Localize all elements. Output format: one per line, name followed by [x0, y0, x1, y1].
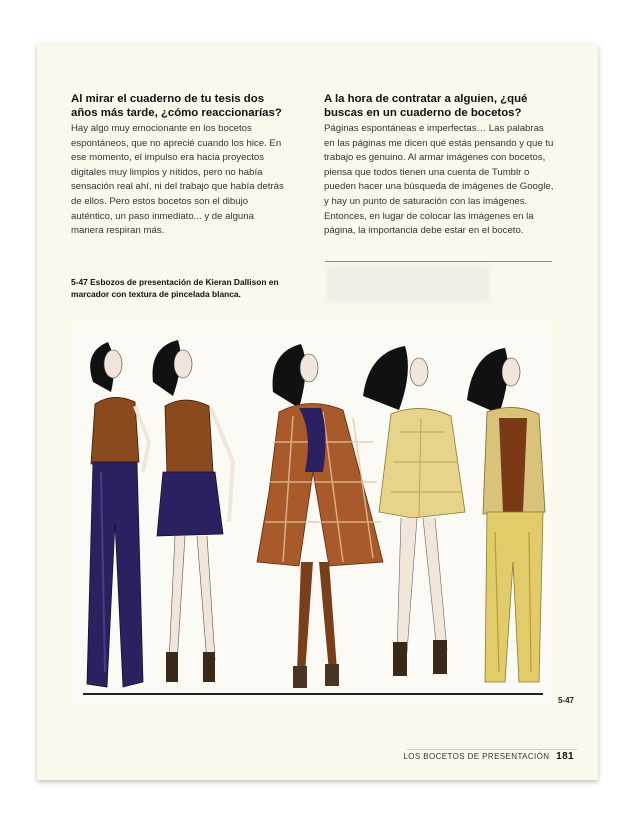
right-column	[324, 92, 554, 239]
sketch-figure-5	[467, 348, 545, 682]
sketch-figure-4	[363, 346, 465, 676]
left-column	[71, 92, 287, 239]
sketch-figure-2	[153, 340, 233, 682]
divider-rule	[325, 261, 552, 262]
left-heading: Al mirar el cuaderno de tu tesis dos años más tarde, ¿cómo reaccionarías?	[71, 93, 282, 119]
fashion-sketch-illustration	[73, 322, 551, 704]
book-page	[37, 44, 598, 780]
page-footer	[403, 751, 574, 762]
sketch-figure-1	[87, 342, 149, 687]
footer-rule	[407, 749, 577, 750]
right-body-text: Páginas espontáneas e imperfectas… Las palabras en las páginas me dicen qué estás pensando y que tu trabajo es genuino. Al armar imágenes con bocetos, piensa que todos tienen una cuenta de Tumblr o pueden hacer una búsqueda de imágenes de Google, y hay un punto de saturación con las imágenes. Entonces, en lugar de colocar las imágenes en la página, la importancia debe estar en el boceto.	[324, 123, 554, 237]
left-body-text: Hay algo muy emocionante en los bocetos espontáneos, que no aprecié cuando los hice. En ese momento, el impulso era hacia proyectos digitales muy limpios y nítidos, pero no había sensación real ahí, ni del trabajo que había detrás de ellos. Pero estos bocetos son el dibujo auténtico, un paso inmediato... y de alguna manera respiran más.	[71, 123, 284, 237]
right-heading: A la hora de contratar a alguien, ¿qué buscas en un cuaderno de bocetos?	[324, 93, 528, 119]
page-number: 181	[556, 751, 574, 762]
figure-number-label: 5-47	[557, 696, 574, 705]
figure-caption: 5-47 Esbozos de presentación de Kieran Dallison en marcador con textura de pincelada blanca.	[71, 277, 279, 299]
footer-section-title: LOS BOCETOS DE PRESENTACIÓN	[403, 752, 550, 761]
blurred-note	[327, 266, 489, 302]
